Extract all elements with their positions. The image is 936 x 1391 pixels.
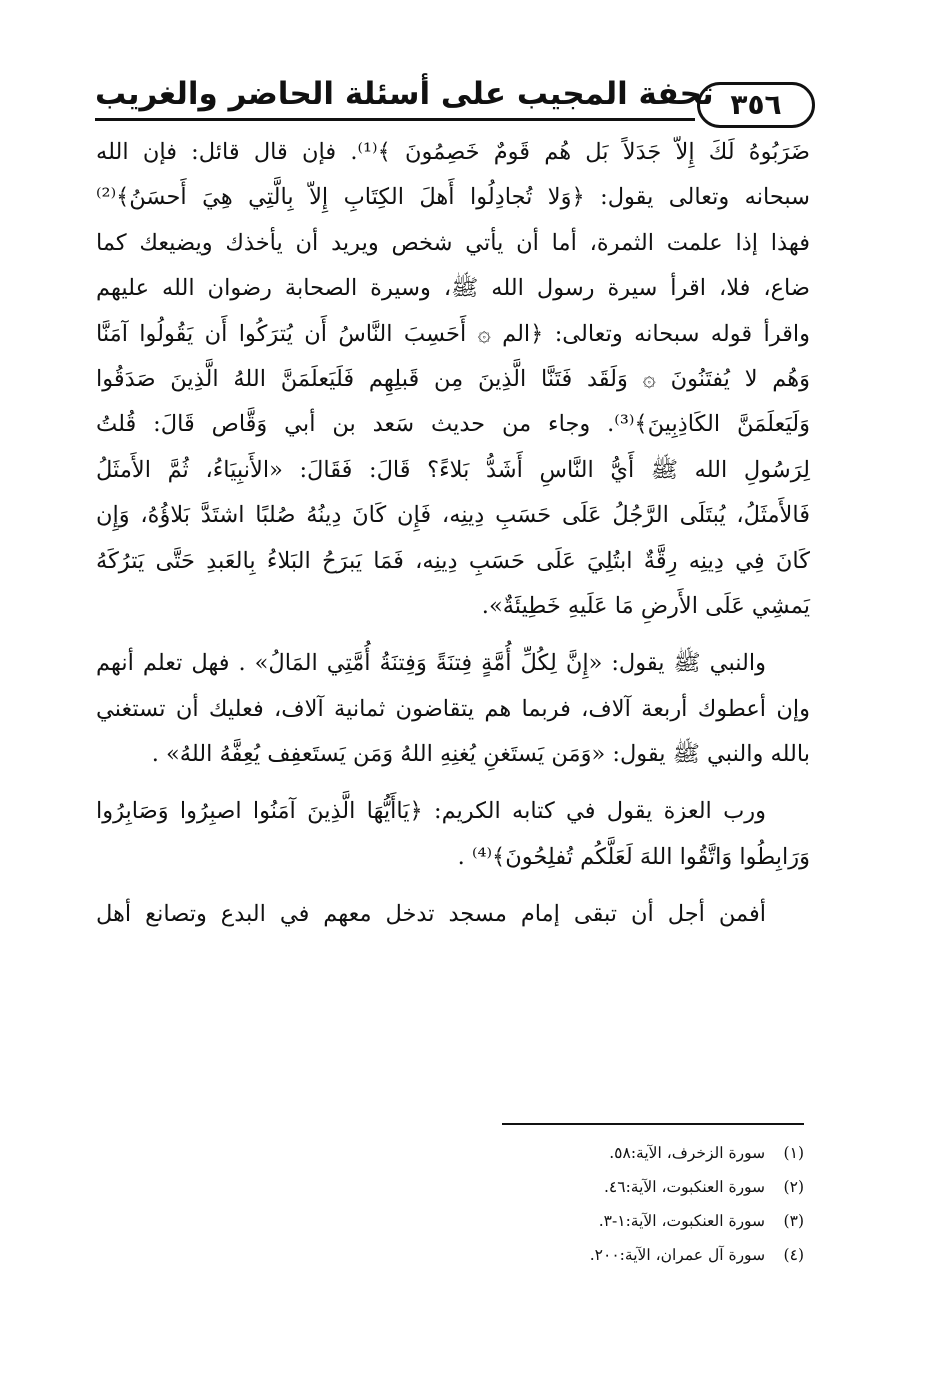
footnote-number: (٤) [783, 1246, 804, 1264]
footnote-separator [502, 1123, 804, 1125]
paragraph-gap [96, 629, 810, 641]
footnote-text: سورة الزخرف، الآية:٥٨. [609, 1144, 766, 1162]
running-title: تحفة المجيب على أسئلة الحاضر والغريب [95, 76, 714, 112]
page-number-frame [697, 82, 815, 128]
page-header [95, 70, 815, 130]
footnote-number: (١) [783, 1144, 804, 1162]
footnote-text: سورة العنكبوت، الآية:٤٦. [603, 1178, 766, 1196]
text-line: وَلَيَعلَمَنَّ الكَاذِبِينَ﴾⁽³⁾. وجاء من حديث سَعد بن أبي وَقَّاص قَالَ: قُلتُ [96, 411, 810, 438]
header-rule [95, 118, 695, 121]
footnote-text: سورة آل عمران، الآية:٢٠٠. [589, 1246, 766, 1264]
text-line: كَانَ فِي دِينِه رِقَّةٌ ابتُلِيَ عَلَى حَسَبِ دِينِه، فَمَا يَبرَحُ البَلاءُ بِالعَبدِ حَتَّى يَترُكَهُ [96, 547, 810, 574]
text-line: بالله والنبي ﷺ يقول: «وَمَن يَستَغنِ يُغنِهِ اللهُ وَمَن يَستَعفِف يُعِفَّهُ اللهُ» . [151, 741, 810, 768]
text-line: سبحانه وتعالى يقول: ﴿وَلا تُجادِلُوا أَهلَ الكِتَابِ إِلاّ بِالَّتِي هِيَ أَحسَنُ﴾⁽²⁾ [96, 184, 810, 211]
text-line: ورب العزة يقول في كتابه الكريم: ﴿يَاأَيُّهَا الَّذِينَ آمَنُوا اصبِرُوا وَصَابِرُوا [96, 798, 766, 825]
page-number: ٣٥٦ [730, 88, 782, 121]
text-line: أفمن أجل أن تبقى إمام مسجد تدخل معهم في البدع وتصانع أهل [96, 901, 766, 928]
footnote-number: (٣) [783, 1212, 804, 1230]
text-line: فهذا إذا علمت الثمرة، أما أن يأتي شخص ويريد أن يأخذك ويضيعك كما [96, 229, 810, 256]
paragraph-gap [96, 880, 810, 892]
text-line: والنبي ﷺ يقول: «إِنَّ لِكُلِّ أُمَّةٍ فِتنَةً وَفِتنَةُ أُمَّتِي المَالُ» . فهل تعلم أنهم [96, 650, 766, 677]
footnote [502, 1170, 804, 1204]
text-line: فَالأَمثَلُ، يُبتَلَى الرَّجُلُ عَلَى حَسَبِ دِينِه، فَإِن كَانَ دِينُهُ صُلبًا اشتَدَّ بَلاؤُهُ، وَإِن [96, 502, 810, 529]
footnotes [502, 1136, 804, 1272]
footnote-text: سورة العنكبوت، الآية:١-٣. [598, 1212, 766, 1230]
text-line: وَهُم لا يُفتَنُونَ ۞ وَلَقَد فَتَنَّا الَّذِينَ مِن قَبلِهِم فَلَيَعلَمَنَّ اللهُ الَّذِينَ صَدَقُوا [96, 365, 810, 392]
footnote [502, 1238, 804, 1272]
footnote [502, 1204, 804, 1238]
text-line: لِرَسُولِ الله ﷺ أَيُّ النَّاسِ أَشَدُّ بَلاءً؟ قَالَ: فَقَالَ: «الأَنبِيَاءُ، ثُمَّ الأَمثَلُ [96, 456, 810, 483]
text-line: واقرأ قوله سبحانه وتعالى: ﴿الم ۞ أَحَسِبَ النَّاسُ أَن يُترَكُوا أَن يَقُولُوا آمَنَّا [96, 320, 810, 347]
text-line: وإن أعطوك أربعة آلاف، فربما هم يتقاضون ثمانية آلاف، فعليك أن تستغني [96, 695, 810, 722]
text-line: وَرَابِطُوا وَاتَّقُوا اللهَ لَعَلَّكُم تُفلِحُونَ﴾⁽⁴⁾ . [457, 843, 810, 870]
text-line: يَمشِي عَلَى الأَرضِ مَا عَلَيهِ خَطِيئَةٌ». [481, 592, 810, 619]
text-line: ضاع، فلا، اقرأ سيرة رسول الله ﷺ، وسيرة الصحابة رضوان الله عليهم [96, 275, 810, 302]
text-line: ضَرَبُوهُ لَكَ إِلاّ جَدَلاً بَل هُم قَومٌ خَصِمُونَ ﴾⁽¹⁾. فإن قال قائل: فإن الله [96, 139, 811, 165]
footnote-number: (٢) [783, 1178, 804, 1196]
footnote [502, 1136, 804, 1170]
body-text [96, 130, 810, 938]
paragraph-gap [96, 777, 810, 789]
